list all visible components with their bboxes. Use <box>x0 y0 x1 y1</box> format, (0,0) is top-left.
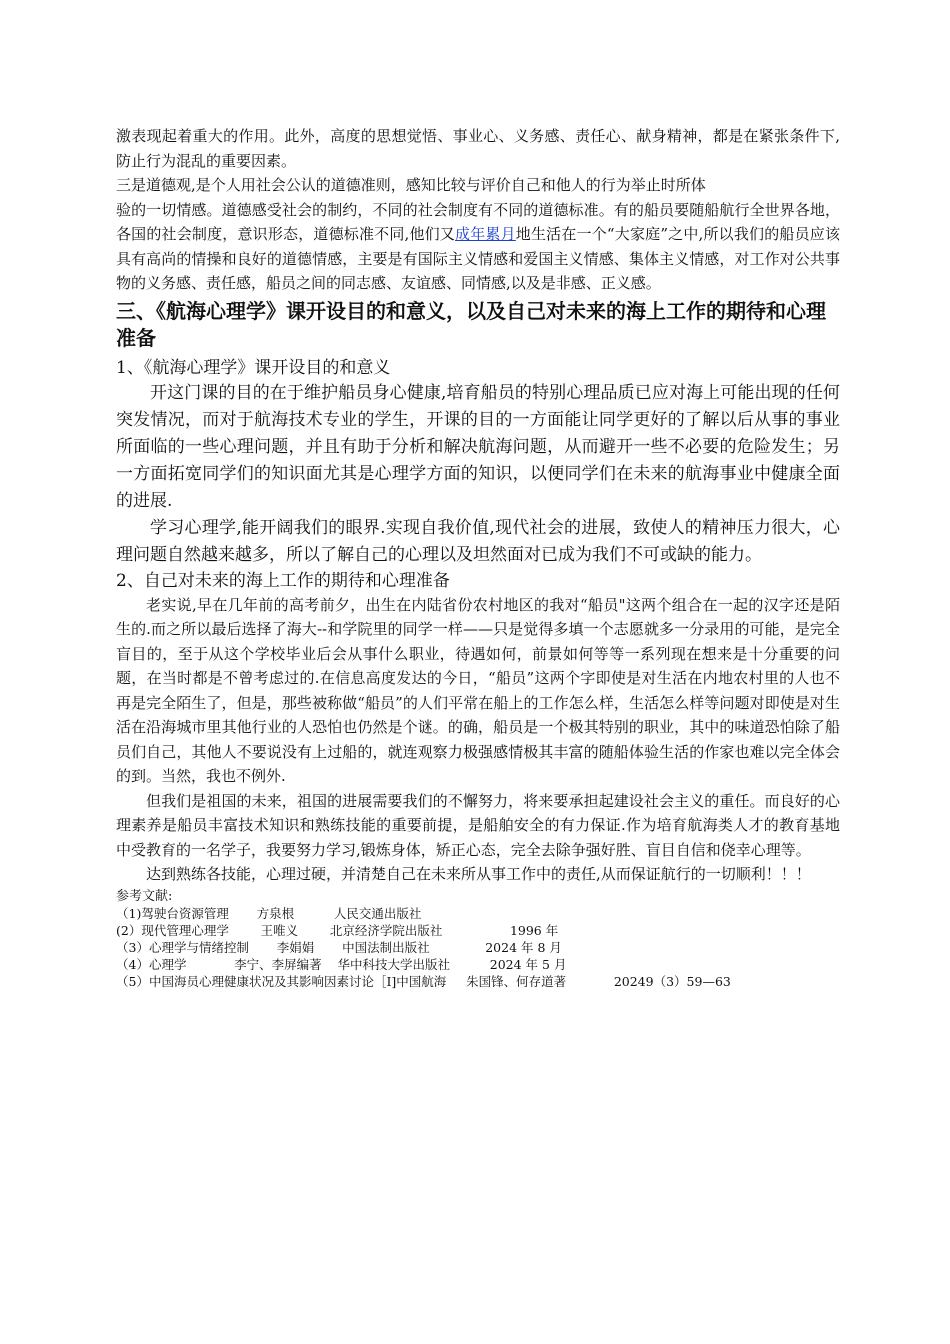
references-section <box>116 889 840 990</box>
subsection-heading-1: 1、《航海心理学》课开设目的和意义 <box>116 357 391 378</box>
paragraph-course-purpose: 开这门课的目的在于维护船员身心健康,培育船员的特别心理品质已应对海上可能出现的任何突发情况，而对于航海技术专业的学生，开课的目的一方面能让同学更好的了解以后从事的事业所面临的一些心理问题，并且有助于分析和解决航海问题，从而避开一些不必要的危险发生；另一方面拓宽同学们的知识面尤其是心理学方面的知识，以便同学们在未来的航海事业中健康全面的进展. <box>116 382 840 511</box>
hyperlink-chengnianleiyue[interactable]: 成年累月 <box>455 225 516 243</box>
references-title: 参考文献: <box>116 888 173 904</box>
paragraph-conclusion: 达到熟练各技能，心理过硬，并清楚自己在未来所从事工作中的责任,从而保证航行的一切顺利！！！ <box>146 865 811 883</box>
paragraph-psychology-study: 学习心理学,能开阔我们的眼界.实现自我价值,现代社会的进展，致使人的精神压力很大，心理问题自然越来越多，所以了解自己的心理以及坦然面对已成为我们不可或缺的能力。 <box>116 517 840 565</box>
reference-item: (2）现代管理心理学 王唯义 北京经济学院出版社 1996 年 <box>116 922 559 938</box>
paragraph-morality-line1: 三是道德观,是个人用社会公认的道德准则，感知比较与评价自己和他人的行为举止时所体 <box>116 176 706 194</box>
reference-item: （5）中国海员心理健康状况及其影响因素讨论［I]中国航海 朱国锋、何存道著 20249（3）59—63 <box>116 973 731 989</box>
paragraph-future-duty: 但我们是祖国的未来，祖国的进展需要我们的不懈努力，将来要承担起建设社会主义的重任。而良好的心理素养是船员丰富技术知识和熟练技能的重要前提，是船舶安全的有力保证.作为培育航海类人才的教育基地中受教育的一名学子，我要努力学习,锻炼身体，矫正心态，完全去除争强好胜、盲目自信和侥幸心理等。 <box>116 791 840 859</box>
section-heading: 三、《航海心理学》课开设目的和意义，以及自己对未来的海上工作的期待和心理准备 <box>116 298 826 350</box>
document-page <box>116 124 840 990</box>
paragraph-morality <box>116 173 840 296</box>
paragraph-morality-text-pre: 验的一切情感。道德感受社会的制约，不同的社会制度有不同的道德标准。有的船员要随船航行全世界各地，各国的社会制度，意识形态，道德标准不同,他们又 <box>116 200 840 243</box>
paragraph-morality-text-post: 地生活在一个“大家庭”之中,所以我们的船员应该具有高尚的情操和良好的道德情感，主要是有国际主义情感和爱国主义情感、集体主义情感，对工作对公共事物的义务感、责任感，船员之间的同志感、友谊感、同情感,以及是非感、正义感。 <box>116 225 840 292</box>
reference-item: （1)驾驶台资源管理 方泉根 人民交通出版社 <box>116 905 422 921</box>
subsection-heading-2: 2、自己对未来的海上工作的期待和心理准备 <box>116 570 450 591</box>
paragraph-continuation: 激表现起着重大的作用。此外，高度的思想觉悟、事业心、义务感、责任心、献身精神，都是在紧张条件下,防止行为混乱的重要因素。 <box>116 127 840 170</box>
reference-item: （4）心理学 李宁、李屏编著 华中科技大学出版社 2024 年 5 月 <box>116 956 567 972</box>
reference-item: （3）心理学与情绪控制 李娟娟 中国法制出版社 2024 年 8 月 <box>116 939 562 955</box>
paragraph-personal-story: 老实说,早在几年前的高考前夕，出生在内陆省份农村地区的我对“船员"这两个组合在一起的汉字还是陌生的.而之所以最后选择了海大--和学院里的同学一样——只是觉得多填一个志愿就多一分录用的可能，是完全盲目的，至于从这个学校毕业后会从事什么职业，待遇如何，前景如何等等一系列现在想来是十分重要的问题，在当时都是不曾考虑过的.在信息高度发达的今日，“船员”这两个字即使是对生活在内地农村里的人也不再是完全陌生了，但是，那些被称做“船员”的人们平常在船上的工作怎么样，生活怎么样等问题对即使是对生活在沿海城市里其他行业的人恐怕也仍然是个谜。的确，船员是一个极其特别的职业，其中的味道恐怕除了船员们自己，其他人不要说没有上过船的，就连观察力极强感情极其丰富的随船体验生活的作家也难以完全体会的到。当然，我也不例外. <box>116 595 840 785</box>
